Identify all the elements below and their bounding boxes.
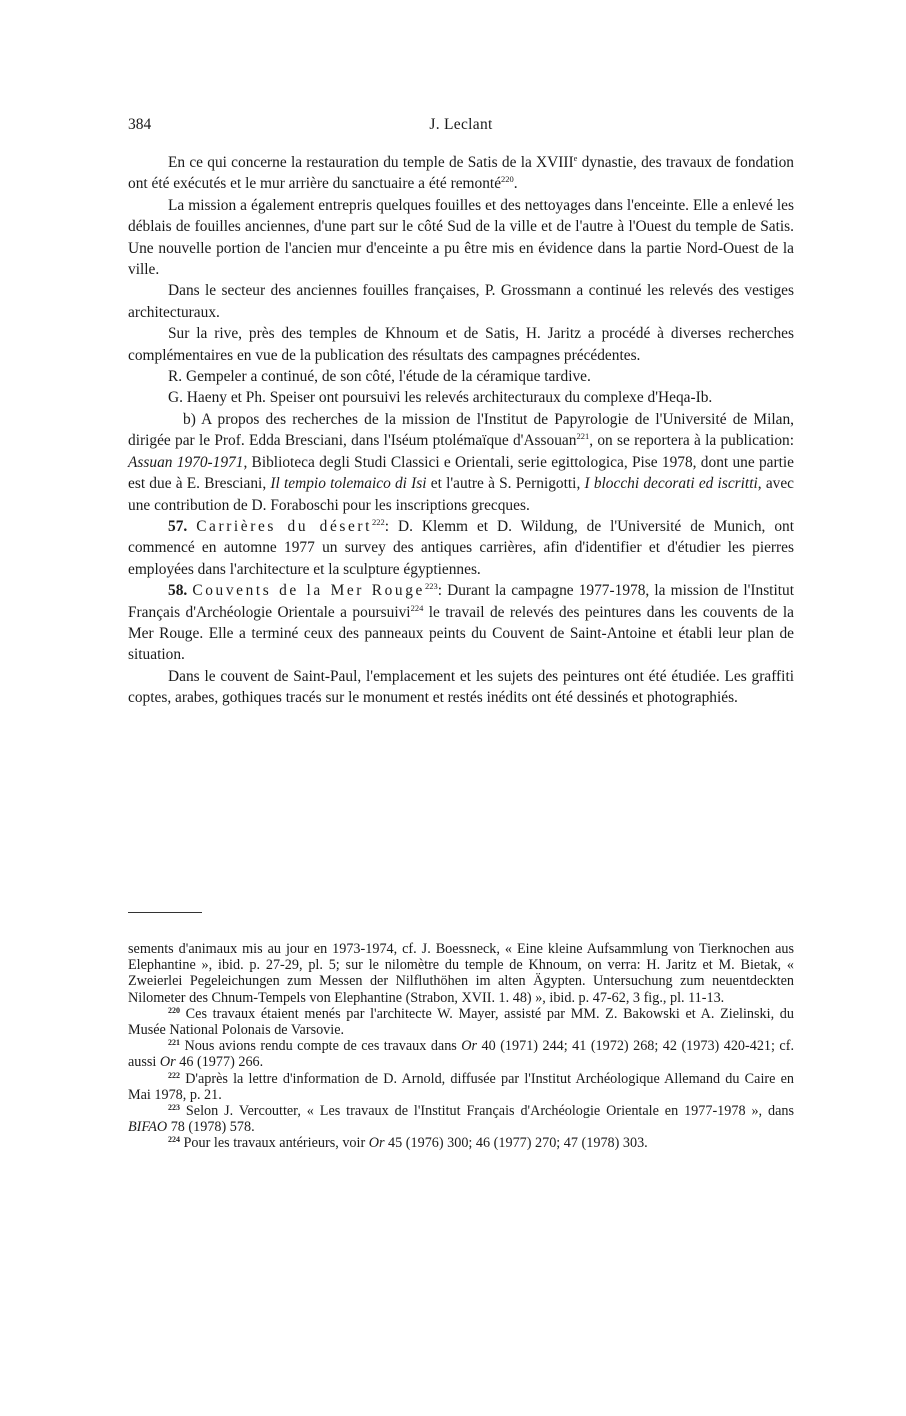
paragraph-jaritz: Sur la rive, près des temples de Khnoum et de Satis, H. Jaritz a procédé à diverses recherches complémentaires en vue de la publication des résultats des campagnes précédentes. [128, 325, 794, 364]
section-58: 58. Couvents de la Mer Rouge$^{223}$: Durant la campagne 1977-1978, la mission de l'Institut Français d'Archéologie Orientale a poursuivi$^{224}$ le travail de relevés des peintures dans les couvents de la Mer Rouge. Elle a terminé ceux des panneaux peints du Couvent de Saint-Antoine et établi leur plan de situation. [128, 581, 795, 664]
section-title-57: Carrières du désert [196, 517, 372, 535]
footnote-divider [128, 912, 202, 913]
running-title: J. Leclant [429, 116, 493, 133]
publication-title-blocchi: I blocchi decorati ed iscritti [584, 475, 758, 493]
footnote-224: $^{224}$ Pour les travaux antérieurs, voir Or 45 (1976) 300; 46 (1977) 270; 47 (1978) 303. [168, 1135, 648, 1152]
paragraph-iseum: b) A propos des recherches de la mission de l'Institut de Papyrologie de l'Université de Milan, dirigée par le Prof. Edda Bresciani, dans l'Iséum ptolémaïque d'Assouan$^{221}$, on se reportera à la publication: Assuan 1970-1971, Biblioteca degli Studi Classici e Orientali, serie egittologica, Pise 1978, dont une partie est due à E. Bresciani, Il tempio tolemaico di Isi et l'autre à S. Pernigotti, I blocchi decorati ed iscritti, avec une contribution de D. Foraboschi pour les inscriptions grecques. [128, 410, 795, 514]
paragraph-grossmann: Dans le secteur des anciennes fouilles françaises, P. Grossmann a continué les relevés des vestiges architecturaux. [128, 282, 794, 321]
paragraph-excavations: La mission a également entrepris quelques fouilles et des nettoyages dans l'enceinte. Elle a enlevé les déblais de fouilles anciennes, d'une part sur le côté Sud de la ville et de l'autre à l'Ouest du temple de Satis. Une nouvelle portion de l'ancien mur d'enceinte a pu être mis en évidence dans la partie Nord-Ouest de la ville. [128, 196, 794, 279]
footnote-220: $^{220}$ Ces travaux étaient menés par l'architecte W. Mayer, assisté par MM. Z. Bakowski et A. Zielinski, du Musée National Polonais de Varsovie. [128, 1005, 794, 1039]
paragraph-gempeler: R. Gempeler a continué, de son côté, l'étude de la céramique tardive. [168, 368, 591, 386]
publication-title-assuan: Assuan 1970-1971 [128, 453, 244, 471]
footnotes [128, 941, 794, 1152]
superscript-e: e [573, 153, 578, 163]
footnote-222: $^{222}$ D'après la lettre d'information de D. Arnold, diffusée par l'Institut Archéologique Allemand du Caire en Mai 1978, p. 21. [128, 1070, 794, 1103]
footnote-221: $^{221}$ Nous avions rendu compte de ces travaux dans Or 40 (1971) 244; 41 (1972) 268; 42 (1973) 420-421; cf. aussi Or 46 (1977) 266. [128, 1038, 794, 1071]
section-number-57: 57. [168, 517, 188, 535]
footnote-223: $^{223}$ Selon J. Vercoutter, « Les travaux de l'Institut Français d'Archéologie Orientale en 1977-1978 », dans BIFAO 78 (1978) 578. [128, 1103, 794, 1136]
paragraph-saint-paul: Dans le couvent de Saint-Paul, l'emplacement et les sujets des peintures ont été étudiée. Les graffiti coptes, arabes, gothiques tracés sur le monument et restés inédits ont été dessinés et photographiés. [128, 667, 794, 707]
publication-title-tempio: Il tempio tolemaico di Isi [270, 475, 427, 493]
section-number-58: 58. [168, 582, 188, 600]
section-title-58: Couvents de la Mer Rouge [192, 582, 425, 600]
footnote-ref-221: 221 [576, 431, 590, 442]
page-header [128, 116, 794, 138]
footnote-ref-222: 222 [372, 516, 385, 527]
footnote-continuation: sements d'animaux mis au jour en 1973-1974, cf. J. Boessneck, « Eine kleine Aufsammlung von Tierknochen aus Elephantine », ibid. p. 27-29, pl. 5; sur le nilomètre du temple de Khnoum, on verra: H. Jaritz et M. Bietak, « Zweierlei Pegeleichungen zum Messen der Nilfluthöhen im alten Ägypten. Untersuchung zum neuentdeckten Nilometer des Chnum-Tempels von Elephantine (Strabon, XVII. 1. 48) », ibid. p. 47-62, 3 fig., pl. 11-13. [128, 941, 794, 1006]
paragraph-satis-restoration: En ce qui concerne la restauration du temple de Satis de la XVIIIe dynastie, des travaux de fondation ont été exécutés et le mur arrière du sanctuaire a été remonté$^{220}$. [128, 153, 794, 193]
paragraph-haeny: G. Haeny et Ph. Speiser ont poursuivi les relevés architecturaux du complexe d'Heqa-Ib. [168, 389, 713, 407]
footnote-ref-220: 220 [501, 174, 514, 185]
page-number: 384 [128, 116, 152, 133]
main-text [128, 152, 794, 709]
footnote-ref-223: 223 [424, 581, 438, 592]
footnote-ref-224: 224 [410, 602, 424, 613]
section-57: 57. Carrières du désert$^{222}$: D. Klemm et D. Wildung, de l'Université de Munich, ont commencé en automne 1977 un survey des antiques carrières, afin d'identifier et d'étudier les pierres employées dans l'architecture et la sculpture égyptiennes. [128, 516, 794, 578]
